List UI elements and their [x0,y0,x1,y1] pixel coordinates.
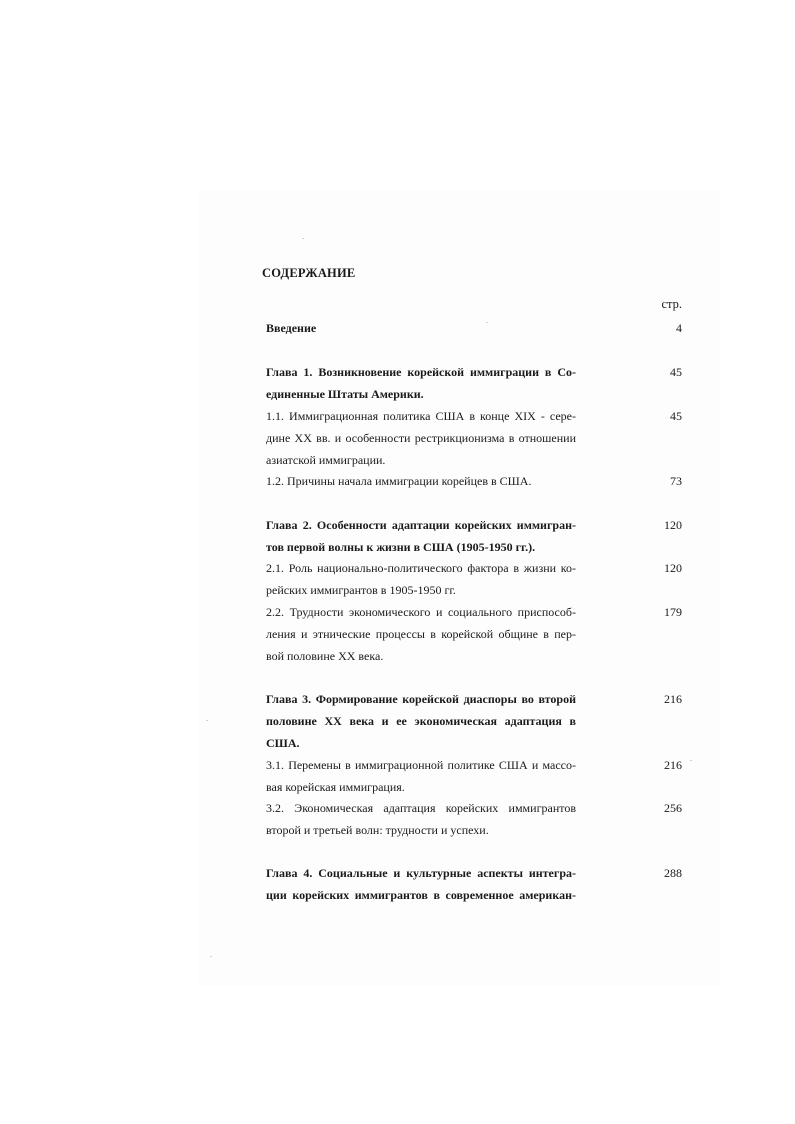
toc-entry-introduction [266,317,576,339]
toc-entry-text: 2.2. Трудности экономического и социального приспособ- [266,605,576,619]
toc-entry-text: вой половине XX века. [266,649,384,663]
toc-entry-text: 3.1. Перемены в иммиграционной политике США и массо- [266,758,576,772]
toc-entry-section-1-1 [266,405,576,471]
scan-speck [302,238,304,239]
toc-page-number: 216 [664,758,682,772]
toc-entry-text: Введение [266,321,317,335]
toc-entry-section-2-2 [266,601,576,667]
toc-page-number: 288 [664,866,682,880]
toc-title: СОДЕРЖАНИЕ [262,266,356,280]
toc-entry-section-3-1 [266,754,576,798]
toc-entry-text: США. [266,736,300,750]
toc-page-number: 216 [664,692,682,706]
toc-entry-text: рейских иммигрантов в 1905-1950 гг. [266,583,456,597]
scan-speck [206,720,208,721]
toc-entry-text: ции корейских иммигрантов в современное американ- [266,888,576,902]
toc-entry-chapter-4 [266,862,576,906]
toc-page-number: 120 [664,561,682,575]
scan-speck [690,760,692,761]
page-column-label: стр. [661,297,682,311]
toc-page-number: 256 [664,801,682,815]
toc-entry-text: 2.1. Роль национально-политического фактора в жизни ко- [266,561,576,575]
toc-entry-text: половине XX века и ее экономическая адаптация в [266,714,576,728]
toc-page-number: 120 [664,518,682,532]
toc-entry-text: Глава 1. Возникновение корейской иммиграции в Со- [266,365,576,379]
toc-page-number: 4 [676,321,682,335]
toc-entry-text: Глава 2. Особенности адаптации корейских иммигран- [266,518,576,532]
toc-entry-text: единенные Штаты Америки. [266,387,424,401]
toc-entry-text: второй и третьей волн: трудности и успехи. [266,823,489,837]
toc-entry-text: 1.2. Причины начала иммиграции корейцев в США. [266,474,532,488]
toc-page-number: 73 [670,474,682,488]
scan-speck [210,956,212,957]
toc-entry-chapter-3 [266,688,576,754]
toc-entry-text: тов первой волны к жизни в США (1905-1950 гг.). [266,540,536,554]
toc-entry-section-2-1 [266,557,576,601]
toc-entry-text: 1.1. Иммиграционная политика США в конце XIX - сере- [266,409,576,423]
toc-page-number: 45 [670,409,682,423]
toc-entry-chapter-2 [266,514,576,558]
toc-entry-text: Глава 4. Социальные и культурные аспекты интегра- [266,866,576,880]
toc-page-number: 179 [664,605,682,619]
toc-page-number: 45 [670,365,682,379]
toc-entry-text: азиатской иммиграции. [266,453,386,467]
toc-entry-text: Глава 3. Формирование корейской диаспоры во второй [266,692,576,706]
toc-entry-section-1-2 [266,470,576,492]
toc-entry-chapter-1 [266,361,576,405]
toc-entry-text: вая корейская иммиграция. [266,780,405,794]
toc-entry-text: дине XX вв. и особенности рестрикционизма в отношении [266,431,576,445]
toc-entry-text: 3.2. Экономическая адаптация корейских иммигрантов [266,801,576,815]
toc-entry-text: ления и этнические процессы в корейской общине в пер- [266,627,576,641]
toc-entry-section-3-2 [266,797,576,841]
